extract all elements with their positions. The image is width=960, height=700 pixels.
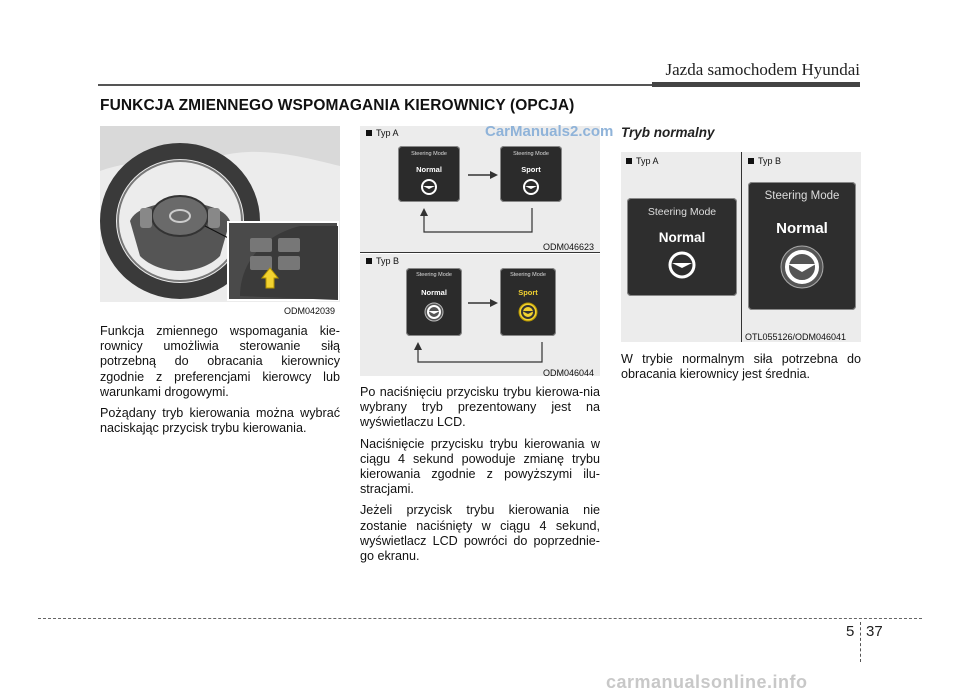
figure-code: OTL055126/ODM046041 — [745, 332, 847, 342]
site-watermark: carmanualsonline.info — [606, 672, 808, 692]
subsection-heading: Tryb normalny — [621, 125, 715, 140]
lcd-sport-type-a: Steering Mode Sport — [500, 146, 562, 202]
type-b-label: Typ B — [748, 156, 781, 166]
arrow-right-icon — [468, 170, 498, 180]
column-3-text — [621, 352, 861, 388]
section-title: FUNKCJA ZMIENNEGO WSPOMAGANIA KIEROWNICY (OPCJA) — [100, 97, 575, 114]
type-a-label: Typ A — [626, 156, 659, 166]
steering-wheel-icon — [517, 301, 539, 323]
type-a-label: Typ A — [366, 128, 399, 138]
lcd-normal-type-a: Steering Mode Normal — [398, 146, 460, 202]
paragraph: Naciśnięcie przycisku trybu kierowania w ciągu 4 sekund powoduje zmianę trybu kierowania zgodnie z powyższymi ilu-stracjami. — [360, 436, 600, 497]
figure-code-a: ODM046623 — [543, 242, 595, 252]
paragraph: Jeżeli przycisk trybu kierowania nie zostanie naciśnięty w ciągu 4 sekund, wyświetlacz LCD powróci do poprzednie-go ekranu. — [360, 503, 600, 564]
steering-wheel-icon — [778, 243, 826, 291]
page-divider — [860, 622, 861, 662]
steering-wheel-illustration — [100, 126, 340, 302]
return-arrow-icon — [414, 342, 544, 368]
steering-wheel-icon — [666, 249, 698, 281]
steering-wheel-figure — [100, 126, 340, 302]
paragraph: Funkcja zmiennego wspomagania kie-rownicy umożliwia sterowanie siłą potrzebną do obracania kierownicy zgodnie z preferencjami kierowcy lub warunkami drogowymi. — [100, 324, 340, 399]
type-b-label: Typ B — [366, 256, 399, 266]
figure-code: ODM042039 — [284, 306, 336, 316]
lcd-normal-type-a: Steering Mode Normal — [627, 198, 737, 296]
return-arrow-icon — [420, 208, 550, 238]
running-header: Jazda samochodem Hyundai — [665, 60, 860, 79]
square-bullet-icon — [626, 158, 632, 164]
paragraph: Pożądany tryb kierowania można wybrać naciskając przycisk trybu kierowania. — [100, 406, 340, 436]
lcd-normal-type-b: Steering Mode Normal — [406, 268, 462, 336]
steering-wheel-icon — [423, 301, 445, 323]
square-bullet-icon — [748, 158, 754, 164]
footer-rule — [38, 618, 922, 619]
lcd-sport-type-b: Steering Mode Sport — [500, 268, 556, 336]
steering-wheel-icon — [521, 177, 541, 197]
lcd-normal-type-b: Steering Mode Normal — [748, 182, 856, 310]
square-bullet-icon — [366, 258, 372, 264]
header-rule-accent — [652, 82, 860, 87]
paragraph: W trybie normalnym siła potrzebna do obracania kierownicy jest średnia. — [621, 352, 861, 382]
column-1-text — [100, 324, 340, 442]
column-2-text — [360, 385, 600, 570]
watermark: CarManuals2.com — [485, 123, 614, 140]
figure-code-b: ODM046044 — [543, 368, 595, 378]
paragraph: Po naciśnięciu przycisku trybu kierowa-nia wybrany tryb prezentowany jest na wyświetlaczu LCD. — [360, 385, 600, 430]
page-number: 37 — [866, 623, 883, 640]
arrow-right-icon — [468, 298, 498, 308]
steering-wheel-icon — [419, 177, 439, 197]
square-bullet-icon — [366, 130, 372, 136]
chapter-number: 5 — [846, 623, 855, 640]
